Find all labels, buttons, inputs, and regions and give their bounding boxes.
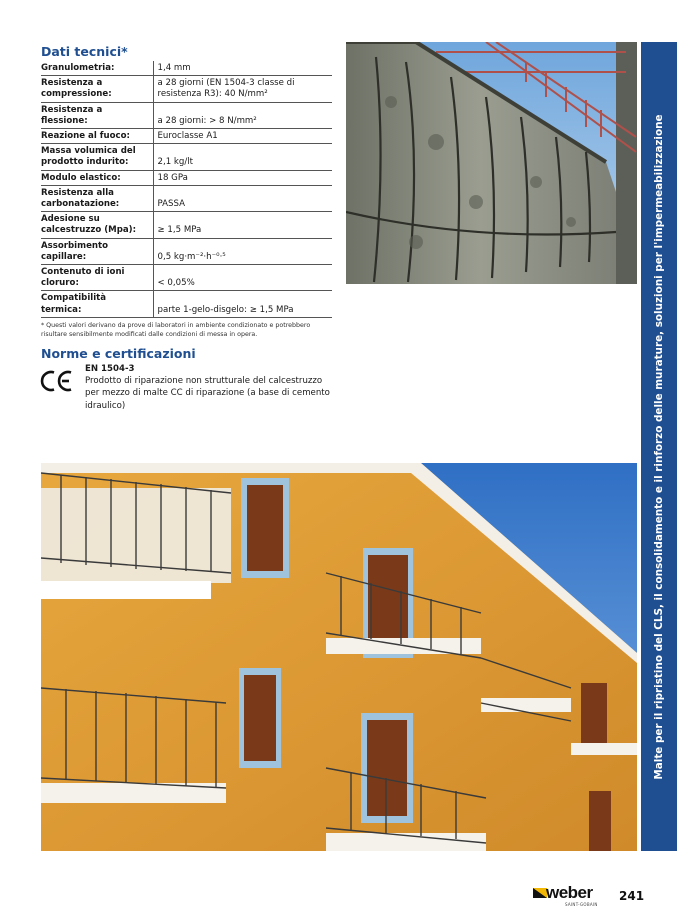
concrete-wall-photo	[346, 42, 637, 284]
cert-description: Prodotto di riparazione non strutturale del calcestruzzo per mezzo di malte CC di riparazione (a base di cemento idraulico)	[85, 376, 330, 411]
spec-row	[41, 144, 332, 170]
spec-value: Euroclasse A1	[153, 129, 332, 144]
spec-label: Compatibilità termica:	[41, 291, 153, 317]
spec-value: 2,1 kg/lt	[153, 144, 332, 170]
spec-row	[41, 170, 332, 185]
certification-block	[85, 363, 335, 412]
spec-value: a 28 giorni (EN 1504-3 classe di resistenza R3): 40 N/mm²	[153, 76, 332, 102]
spec-label: Assorbimento capillare:	[41, 238, 153, 264]
spec-row	[41, 102, 332, 128]
spec-label: Resistenza alla carbonatazione:	[41, 185, 153, 211]
weber-logo-icon	[533, 886, 547, 900]
spec-label: Massa volumica del prodotto indurito:	[41, 144, 153, 170]
spec-row	[41, 129, 332, 144]
spec-value: < 0,05%	[153, 265, 332, 291]
spec-value: PASSA	[153, 185, 332, 211]
logo-wordmark: weber	[546, 883, 593, 902]
spec-value: 1,4 mm	[153, 61, 332, 76]
sidebar-category-text: Malte per il ripristino del CLS, il consolidamento e il rinforzo delle murature, soluzioni per l'impermeabilizzazione	[653, 113, 665, 780]
spec-row	[41, 291, 332, 317]
spec-label: Adesione su calcestruzzo (Mpa):	[41, 212, 153, 238]
cert-code: EN 1504-3	[85, 364, 135, 374]
weber-logo	[533, 882, 603, 910]
spec-label: Reazione al fuoco:	[41, 129, 153, 144]
ce-mark-icon	[40, 369, 74, 393]
spec-label: Granulometria:	[41, 61, 153, 76]
spec-row	[41, 61, 332, 76]
spec-label: Modulo elastico:	[41, 170, 153, 185]
sidebar-category-band	[641, 42, 677, 851]
building-facade-photo	[41, 463, 637, 851]
spec-label: Resistenza a flessione:	[41, 102, 153, 128]
logo-subtitle: SAINT-GOBAIN	[565, 902, 598, 907]
spec-label: Contenuto di ioni cloruro:	[41, 265, 153, 291]
page-number: 241	[619, 889, 645, 903]
spec-value: ≥ 1,5 MPa	[153, 212, 332, 238]
tech-spec-table	[41, 61, 332, 318]
tech-footnote: * Questi valori derivano da prove di laboratori in ambiente condizionato e potrebbero risultare sensibilmente modificati dalle condizioni di messa in opera.	[41, 322, 311, 338]
spec-value: a 28 giorni: > 8 N/mm²	[153, 102, 332, 128]
spec-label: Resistenza a compressione:	[41, 76, 153, 102]
spec-row	[41, 212, 332, 238]
tech-section-title: Dati tecnici*	[41, 44, 128, 59]
spec-value: parte 1-gelo-disgelo: ≥ 1,5 MPa	[153, 291, 332, 317]
spec-value: 18 GPa	[153, 170, 332, 185]
spec-row	[41, 76, 332, 102]
spec-row	[41, 238, 332, 264]
norms-section-title: Norme e certificazioni	[41, 346, 196, 361]
spec-value: 0,5 kg·m⁻²·h⁻⁰·⁵	[153, 238, 332, 264]
spec-row	[41, 265, 332, 291]
spec-row	[41, 185, 332, 211]
